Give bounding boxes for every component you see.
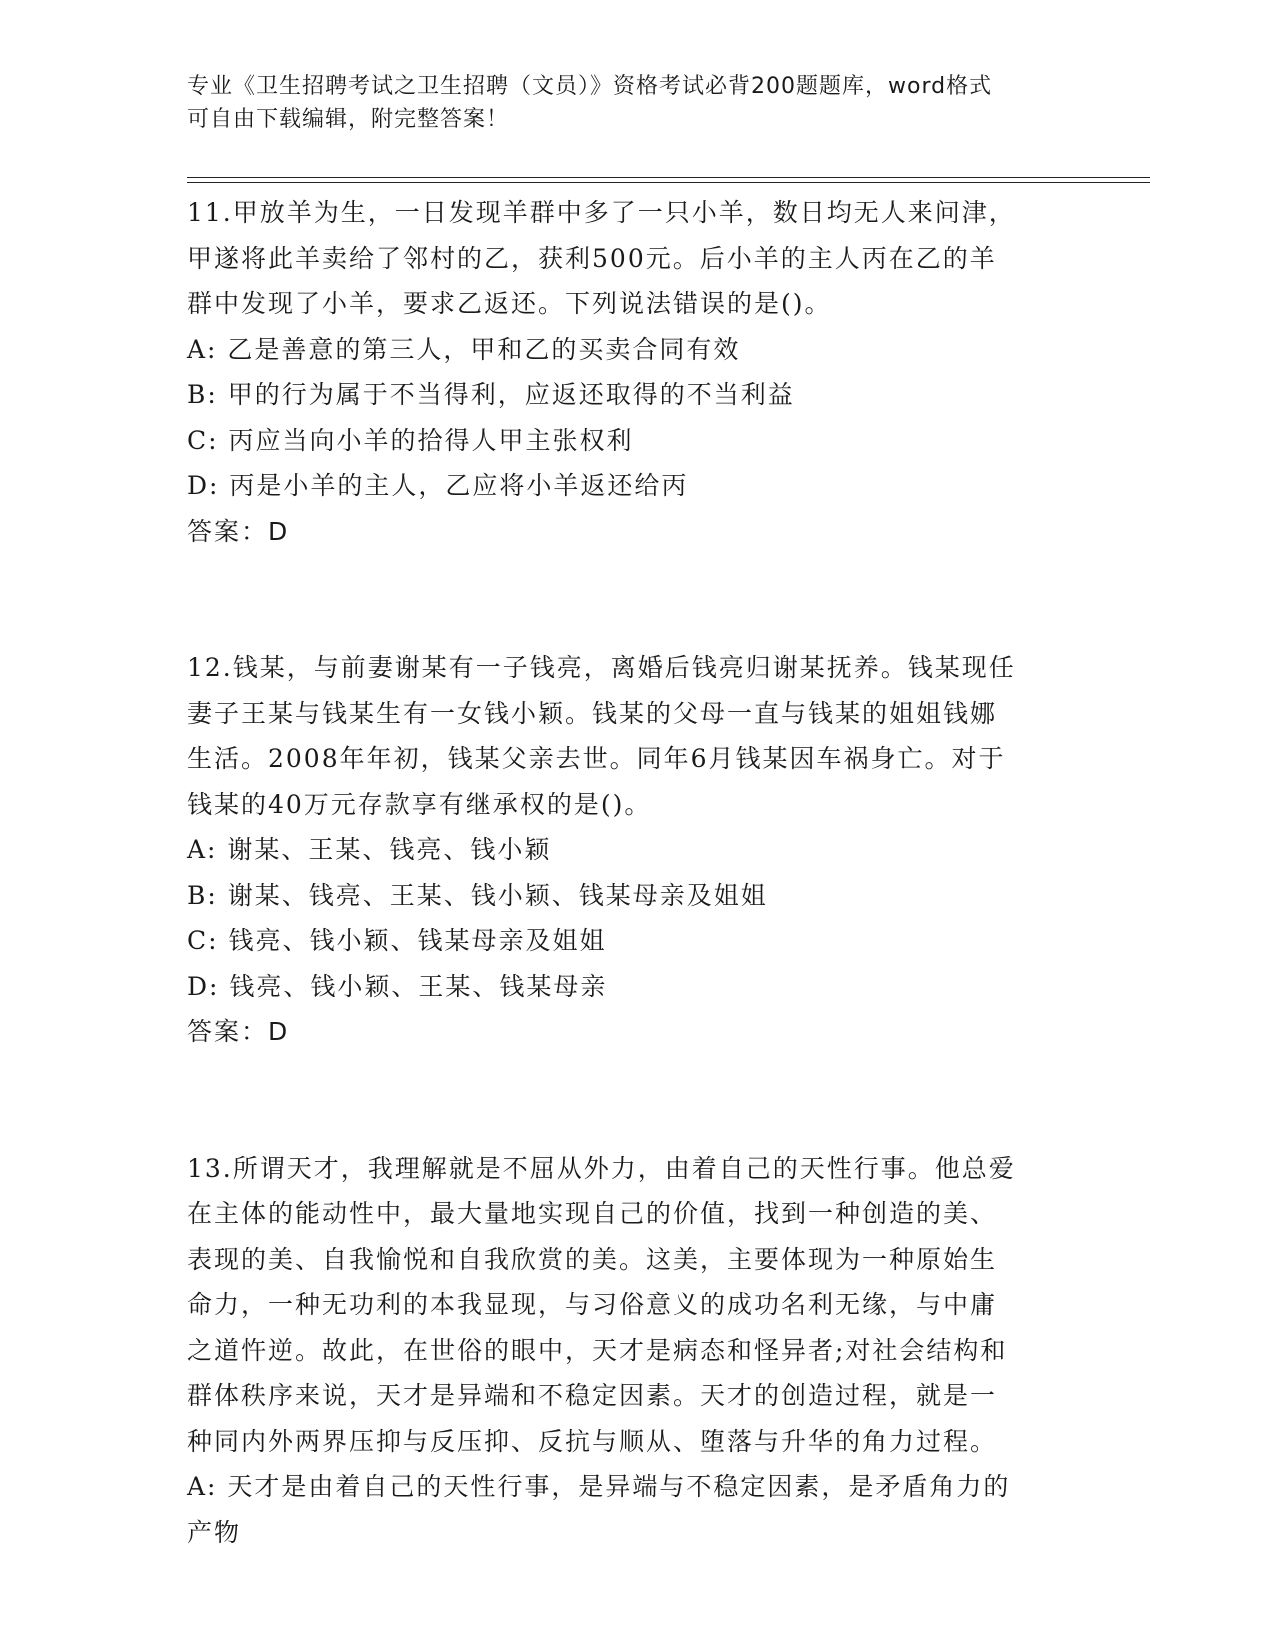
option-d: D: 丙是小羊的主人，乙应将小羊返还给丙 [187,471,689,500]
header-line-2: 可自由下载编辑，附完整答案！ [187,107,510,132]
question-text-line: 在主体的能动性中，最大量地实现自己的价值，找到一种创造的美、 [187,1199,998,1228]
question-text-line: 群中发现了小羊，要求乙返还。下列说法错误的是()。 [187,289,832,318]
option-a: A: 乙是善意的第三人，甲和乙的买卖合同有效 [187,334,741,364]
question-spacer [187,1055,1067,1146]
option-b: B: 甲的行为属于不当得利，应返还取得的不当利益 [187,380,795,409]
question-text-line: 之道忤逆。故此，在世俗的眼中，天才是病态和怪异者;对社会结构和 [187,1335,1008,1365]
question-spacer [187,554,1067,645]
option-c: C: 钱亮、钱小颖、钱某母亲及姐姐 [187,926,607,955]
document-header [187,70,1067,136]
option-c: C: 丙应当向小羊的拾得人甲主张权利 [187,425,634,455]
question-11 [187,190,1067,554]
question-text-line: 种同内外两界压抑与反压抑、反抗与顺从、堕落与升华的角力过程。 [187,1426,998,1456]
question-12 [187,645,1067,1055]
option-a: A: 谢某、王某、钱亮、钱小颖 [187,835,552,864]
question-list [187,190,1067,1555]
question-text-line: 11.甲放羊为生，一日发现羊群中多了一只小羊，数日均无人来问津， [187,198,1016,227]
question-text-line: 12.钱某，与前妻谢某有一子钱亮，离婚后钱亮归谢某抚养。钱某现任 [187,653,1016,682]
question-text-line: 13.所谓天才，我理解就是不屈从外力，由着自己的天性行事。他总爱 [187,1153,1016,1183]
answer-label: 答案：D [187,516,290,546]
question-text-line: 表现的美、自我愉悦和自我欣赏的美。这美，主要体现为一种原始生 [187,1244,998,1274]
question-text-line: 命力，一种无功利的本我显现，与习俗意义的成功名利无缘，与中庸 [187,1290,998,1319]
question-text-line: 群体秩序来说，天才是异端和不稳定因素。天才的创造过程，就是一 [187,1381,998,1410]
header-divider-bottom [187,182,1150,183]
question-text-line: 生活。2008年年初，钱某父亲去世。同年6月钱某因车祸身亡。对于 [187,744,1006,773]
header-line-1: 专业《卫生招聘考试之卫生招聘（文员）》资格考试必背200题题库，word格式 [187,74,993,99]
question-text-line: 甲遂将此羊卖给了邻村的乙，获利500元。后小羊的主人丙在乙的羊 [187,243,997,273]
question-text-line: 妻子王某与钱某生有一女钱小颖。钱某的父母一直与钱某的姐姐钱娜 [187,698,998,728]
option-d: D: 钱亮、钱小颖、王某、钱某母亲 [187,971,608,1001]
option-a-continuation: 产物 [187,1517,242,1547]
option-b: B: 谢某、钱亮、王某、钱小颖、钱某母亲及姐姐 [187,880,768,910]
question-text-line: 钱某的40万元存款享有继承权的是()。 [187,789,652,819]
header-divider-top [187,177,1150,178]
answer-label: 答案：D [187,1017,290,1046]
option-a: A: 天才是由着自己的天性行事，是异端与不稳定因素，是矛盾角力的 [187,1472,1011,1501]
question-13 [187,1146,1067,1556]
